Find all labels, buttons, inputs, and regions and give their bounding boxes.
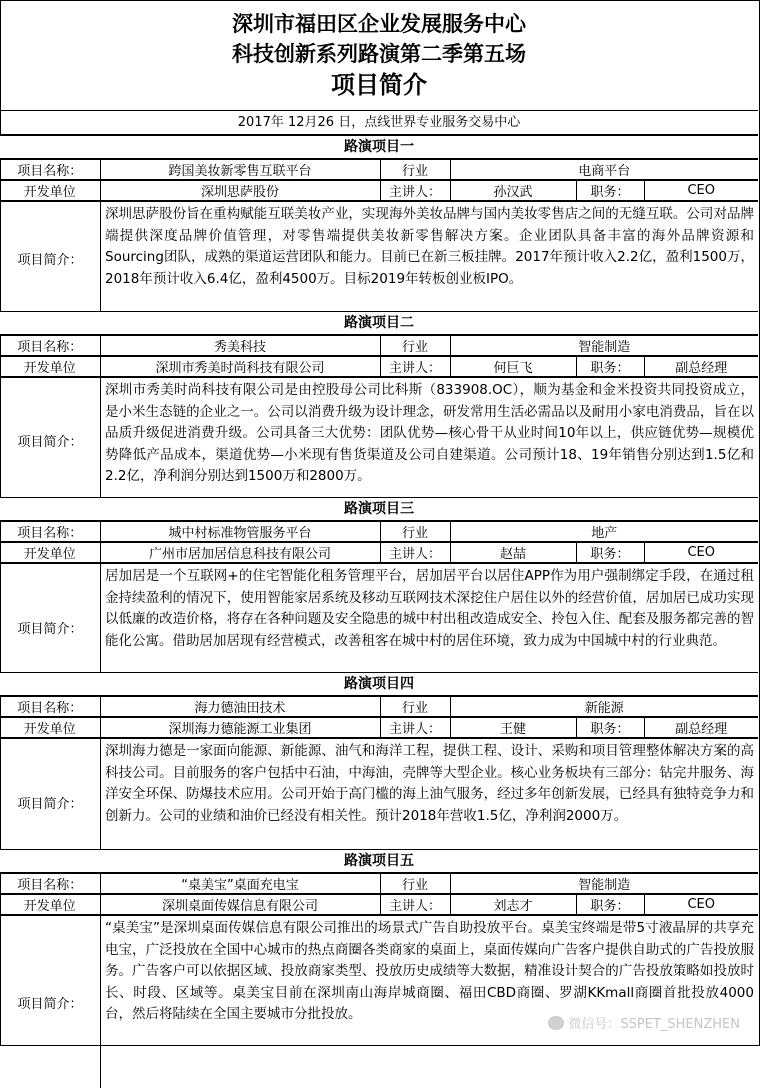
header-title-line3: 项目简介 [331, 71, 427, 99]
project-block [0, 849, 758, 1088]
wechat-icon [548, 1016, 564, 1030]
industry-value: 电商平台 [450, 160, 758, 180]
position-value: 副总经理 [644, 718, 758, 738]
project-section-title: 路演项目二 [0, 311, 758, 335]
position-label: 职务： [576, 357, 644, 377]
industry-label: 行业 [380, 522, 450, 542]
speaker-label: 主讲人： [380, 895, 450, 915]
project-dev-table [0, 894, 758, 915]
developer-value: 深圳海力德能源工业集团 [100, 718, 380, 738]
project-block [0, 311, 758, 503]
project-name-value: 跨国美妆新零售互联平台 [100, 160, 380, 180]
project-info-table [0, 335, 758, 356]
industry-value: 智能制造 [450, 336, 758, 356]
project-dev-table [0, 717, 758, 738]
project-name-row [0, 160, 758, 180]
intro-label: 项目简介： [0, 739, 101, 865]
developer-row [0, 718, 758, 738]
industry-value: 智能制造 [450, 874, 758, 894]
intro-label: 项目简介： [0, 564, 101, 691]
position-value: CEO [644, 895, 758, 915]
developer-row [0, 181, 758, 201]
project-name-row [0, 697, 758, 717]
project-block [0, 497, 758, 691]
position-value: CEO [644, 543, 758, 563]
project-name-label: 项目名称： [0, 160, 100, 180]
project-name-label: 项目名称： [0, 874, 100, 894]
industry-label: 行业 [380, 160, 450, 180]
speaker-label: 主讲人： [380, 181, 450, 201]
project-name-label: 项目名称： [0, 522, 100, 542]
project-dev-table [0, 542, 758, 563]
project-name-value: 秀美科技 [100, 336, 380, 356]
intro-text: 深圳市秀美时尚科技有限公司是由控股母公司比科斯（833908.OC），顺为基金和金米投资共同投资成立，是小米生态链的企业之一。公司以消费升级为设计理念，研发常用生活必需品以及耐用小家电消费品，旨在以品质升级促进消费升级。公司具备三大优势：团队优势—核心骨干从业时间10年以上，供应链优势—规模优势降低产品成本，渠道优势—小米现有售货渠道及公司自建渠道。公司预计18、19年销售分别达到1.5亿和2.2亿，净利润分别达到1500万和2800万。 [105, 382, 754, 484]
position-value: CEO [644, 181, 758, 201]
header-title-line1: 深圳市福田区企业发展服务中心 [232, 12, 526, 36]
date-venue-line: 2017年 12月26 日，点线世界专业服务交易中心 [0, 111, 758, 135]
developer-label: 开发单位 [0, 718, 100, 738]
speaker-label: 主讲人： [380, 357, 450, 377]
project-name-row [0, 522, 758, 542]
document-header [0, 0, 758, 111]
position-label: 职务： [576, 543, 644, 563]
industry-value: 地产 [450, 522, 758, 542]
intro-label: 项目简介： [0, 202, 101, 314]
project-dev-table [0, 180, 758, 201]
intro-text: 深圳思萨股份旨在重构赋能互联美妆产业，实现海外美妆品牌与国内美妆零售店之间的无缝互联。公司对品牌端提供深度品牌价值管理，对零售端提供美妆新零售解决方案。企业团队具备丰富的海外品牌资源和Sourcing团队，成熟的渠道运营团队和能力。目前已在新三板挂牌。2017年预计收入2.2亿，盈利1500万，2018年预计收入6.4亿，盈利4500万。目标2019年转板创业板IPO。 [105, 206, 754, 287]
project-name-label: 项目名称： [0, 336, 100, 356]
developer-row [0, 895, 758, 915]
wechat-watermark [548, 1013, 740, 1032]
project-name-value: 城中村标准物管服务平台 [100, 522, 380, 542]
project-section-title: 路演项目一 [0, 135, 758, 159]
developer-value: 广州市居加居信息科技有限公司 [100, 543, 380, 563]
header-title-line2: 科技创新系列路演第二季第五场 [232, 42, 526, 66]
project-section-title: 路演项目五 [0, 849, 758, 873]
developer-label: 开发单位 [0, 895, 100, 915]
project-name-label: 项目名称： [0, 697, 100, 717]
project-intro-row [0, 201, 758, 314]
developer-label: 开发单位 [0, 357, 100, 377]
position-label: 职务： [576, 181, 644, 201]
project-info-table [0, 873, 758, 894]
intro-text: 深圳海力德是一家面向能源、新能源、油气和海洋工程，提供工程、设计、采购和项目管理整体解决方案的高科技公司。目前服务的客户包括中石油，中海油，壳牌等大型企业。核心业务板块有三部分：钻完井服务、海洋安全环保、防爆技术应用。公司开始于高门槛的海上油气服务，经过多年创新发展，已经具有独特竞争力和创新力。公司的业绩和油价已经没有相关性。预计2018年营收1.5亿，净利润2000万。 [105, 743, 754, 824]
project-block [0, 672, 758, 865]
speaker-label: 主讲人： [380, 543, 450, 563]
speaker-value: 刘志才 [450, 895, 576, 915]
project-section-title: 路演项目四 [0, 672, 758, 696]
speaker-value: 何巨飞 [450, 357, 576, 377]
industry-value: 新能源 [450, 697, 758, 717]
project-name-row [0, 874, 758, 894]
industry-label: 行业 [380, 336, 450, 356]
project-intro-row [0, 915, 758, 1088]
developer-value: 深圳市秀美时尚科技有限公司 [100, 357, 380, 377]
project-dev-table [0, 356, 758, 377]
project-info-table [0, 521, 758, 542]
watermark-text: 微信号：SSPET_SHENZHEN [568, 1017, 740, 1032]
project-name-value: “桌美宝”桌面充电宝 [100, 874, 380, 894]
project-name-row [0, 336, 758, 356]
project-info-table [0, 159, 758, 180]
project-info-table [0, 696, 758, 717]
developer-label: 开发单位 [0, 543, 100, 563]
project-intro-row [0, 738, 758, 865]
position-label: 职务： [576, 895, 644, 915]
project-name-value: 海力德油田技术 [100, 697, 380, 717]
developer-value: 深圳桌面传媒信息有限公司 [100, 895, 380, 915]
industry-label: 行业 [380, 697, 450, 717]
developer-row [0, 543, 758, 563]
project-section-title: 路演项目三 [0, 497, 758, 521]
intro-text: “桌美宝”是深圳桌面传媒信息有限公司推出的场景式广告自助投放平台。桌美宝终端是带5寸液晶屏的共享充电宝，广泛投放在全国中心城市的热点商圈各类商家的桌面上，桌面传媒向广告客户提供自助式的广告投放服务。广告客户可以依据区域、投放商家类型、投放历史成绩等大数据，精准设计契合的广告投放策略如投放时长、时段、区域等。桌美宝目前在深圳南山海岸城商圈、福田CBD商圈、罗湖KKmall商圈首批投放4000台，然后将陆续在全国主要城市分批投放。 [105, 920, 754, 1022]
developer-value: 深圳思萨股份 [100, 181, 380, 201]
developer-label: 开发单位 [0, 181, 100, 201]
project-block [0, 135, 758, 314]
intro-text: 居加居是一个互联网+的住宅智能化租务管理平台，居加居平台以居住APP作为用户强制绑定手段，在通过租金持续盈利的情况下，使用智能家居系统及移动互联网技术深挖住户居住以外的经营价值，居加居已成功实现以低廉的改造价格，将存在各种问题及安全隐患的城中村出租改造成安全、拎包入住、配套及服务都完善的智能化公寓。借助居加居现有经营模式，改善租客在城中村的居住环境，致力成为中国城中村的行业典范。 [105, 568, 754, 649]
position-label: 职务： [576, 718, 644, 738]
intro-label: 项目简介： [0, 916, 101, 1088]
industry-label: 行业 [380, 874, 450, 894]
project-intro-row [0, 377, 758, 503]
intro-label: 项目简介： [0, 378, 101, 503]
speaker-value: 赵喆 [450, 543, 576, 563]
speaker-value: 孙汉武 [450, 181, 576, 201]
developer-row [0, 357, 758, 377]
speaker-value: 王健 [450, 718, 576, 738]
speaker-label: 主讲人： [380, 718, 450, 738]
position-value: 副总经理 [644, 357, 758, 377]
